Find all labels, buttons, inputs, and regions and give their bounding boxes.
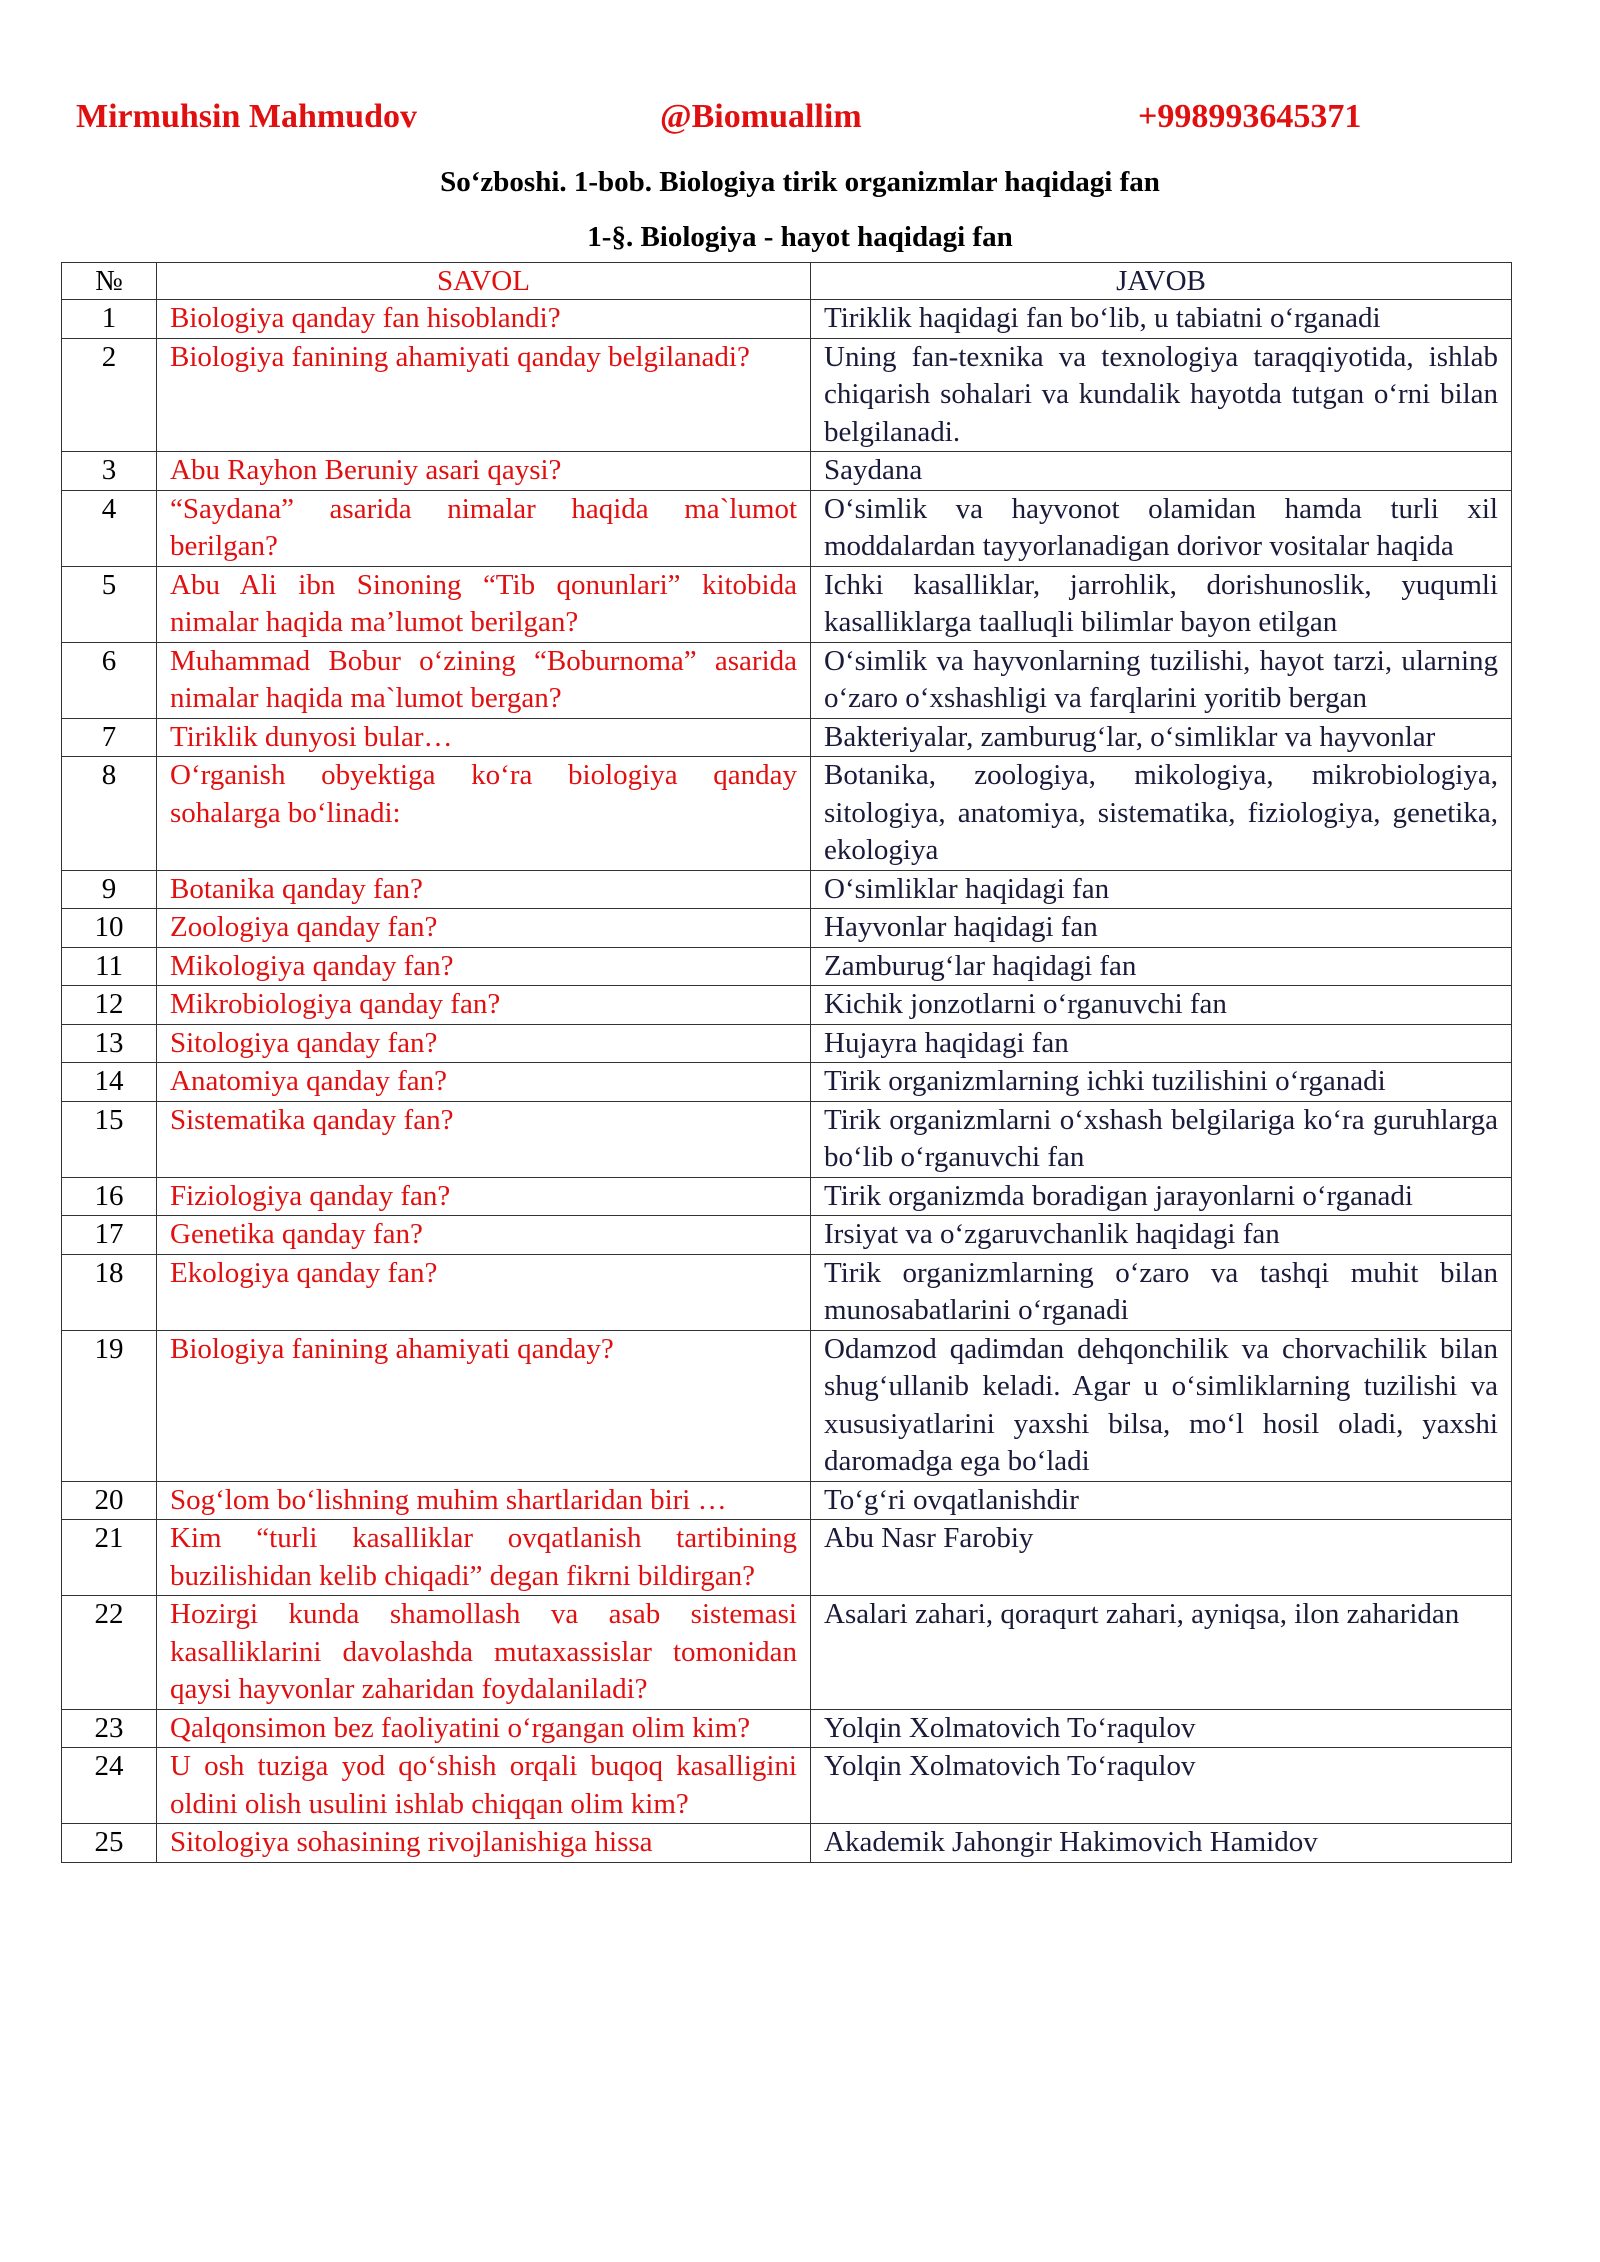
question-cell: Fiziologiya qanday fan? — [157, 1177, 811, 1216]
answer-cell: Hujayra haqidagi fan — [811, 1024, 1512, 1063]
table-row — [62, 1824, 1512, 1863]
answer-cell: Botanika, zoologiya, mikologiya, mikrobiologiya, sitologiya, anatomiya, sistematika, fiziologiya, genetika, ekologiya — [811, 757, 1512, 871]
answer-cell: To‘g‘ri ovqatlanishdir — [811, 1481, 1512, 1520]
table-row — [62, 300, 1512, 339]
table-row — [62, 1520, 1512, 1596]
row-number: 20 — [62, 1481, 157, 1520]
row-number: 13 — [62, 1024, 157, 1063]
question-cell: Botanika qanday fan? — [157, 870, 811, 909]
row-number: 21 — [62, 1520, 157, 1596]
table-row — [62, 1709, 1512, 1748]
row-number: 15 — [62, 1101, 157, 1177]
row-number: 10 — [62, 909, 157, 948]
question-column-header: SAVOL — [157, 263, 811, 300]
answer-cell: Tirik organizmlarning o‘zaro va tashqi muhit bilan munosabatlarini o‘rganadi — [811, 1254, 1512, 1330]
row-number: 16 — [62, 1177, 157, 1216]
answer-cell: Zamburug‘lar haqidagi fan — [811, 947, 1512, 986]
answer-cell: Saydana — [811, 452, 1512, 491]
row-number: 18 — [62, 1254, 157, 1330]
row-number: 7 — [62, 718, 157, 757]
answer-cell: Yolqin Xolmatovich To‘raqulov — [811, 1709, 1512, 1748]
section-title: 1-§. Biologiya - hayot haqidagi fan — [587, 221, 1013, 253]
author-handle: @Biomuallim — [660, 98, 862, 135]
answer-cell: Hayvonlar haqidagi fan — [811, 909, 1512, 948]
answer-cell: Tirik organizmlarning ichki tuzilishini o‘rganadi — [811, 1063, 1512, 1102]
answer-cell: Akademik Jahongir Hakimovich Hamidov — [811, 1824, 1512, 1863]
row-number: 3 — [62, 452, 157, 491]
question-cell: Zoologiya qanday fan? — [157, 909, 811, 948]
row-number: 6 — [62, 642, 157, 718]
row-number: 14 — [62, 1063, 157, 1102]
row-number: 25 — [62, 1824, 157, 1863]
question-cell: Sog‘lom bo‘lishning muhim shartlaridan biri … — [157, 1481, 811, 1520]
question-cell: Muhammad Bobur o‘zining “Boburnoma” asarida nimalar haqida ma`lumot bergan? — [157, 642, 811, 718]
answer-cell: Tirik organizmlarni o‘xshash belgilariga ko‘ra guruhlarga bo‘lib o‘rganuvchi fan — [811, 1101, 1512, 1177]
question-cell: Tiriklik dunyosi bular… — [157, 718, 811, 757]
table-row — [62, 490, 1512, 566]
table-row — [62, 909, 1512, 948]
answer-cell: O‘simliklar haqidagi fan — [811, 870, 1512, 909]
answer-cell: Irsiyat va o‘zgaruvchanlik haqidagi fan — [811, 1216, 1512, 1255]
answer-cell: Uning fan-texnika va texnologiya taraqqiyotida, ishlab chiqarish sohalari va kundalik hayotda tutgan o‘rni bilan belgilanadi. — [811, 338, 1512, 452]
question-cell: Sitologiya sohasining rivojlanishiga hissa — [157, 1824, 811, 1863]
row-number: 9 — [62, 870, 157, 909]
author-phone: +998993645371 — [1138, 98, 1362, 135]
table-row — [62, 1024, 1512, 1063]
answer-cell: Tirik organizmda boradigan jarayonlarni o‘rganadi — [811, 1177, 1512, 1216]
table-row — [62, 1330, 1512, 1481]
answer-cell: Yolqin Xolmatovich To‘raqulov — [811, 1748, 1512, 1824]
table-row — [62, 452, 1512, 491]
chapter-title: So‘zboshi. 1-bob. Biologiya tirik organizmlar haqidagi fan — [440, 166, 1160, 198]
question-cell: Sitologiya qanday fan? — [157, 1024, 811, 1063]
table-row — [62, 1254, 1512, 1330]
answer-cell: Odamzod qadimdan dehqonchilik va chorvachilik bilan shug‘ullanib keladi. Agar u o‘simliklarning tuzilishi va xususiyatlarini yaxshi bilsa, mo‘l hosil oladi, yaxshi daromadga ega bo‘ladi — [811, 1330, 1512, 1481]
table-row — [62, 947, 1512, 986]
answer-cell: Ichki kasalliklar, jarrohlik, dorishunoslik, yuqumli kasalliklarga taalluqli bilimlar bayon etilgan — [811, 566, 1512, 642]
table-row — [62, 1748, 1512, 1824]
author-name: Mirmuhsin Mahmudov — [76, 98, 417, 135]
answer-cell: Tiriklik haqidagi fan bo‘lib, u tabiatni o‘rganadi — [811, 300, 1512, 339]
question-cell: Hozirgi kunda shamollash va asab sistemasi kasalliklarini davolashda mutaxassislar tomonidan qaysi hayvonlar zaharidan foydalaniladi? — [157, 1596, 811, 1710]
row-number: 23 — [62, 1709, 157, 1748]
table-row — [62, 1101, 1512, 1177]
table-row — [62, 1177, 1512, 1216]
question-cell: Sistematika qanday fan? — [157, 1101, 811, 1177]
row-number: 17 — [62, 1216, 157, 1255]
answer-column-header: JAVOB — [811, 263, 1512, 300]
table-row — [62, 986, 1512, 1025]
table-row — [62, 338, 1512, 452]
answer-cell: O‘simlik va hayvonot olamidan hamda turli xil moddalardan tayyorlanadigan dorivor vositalar haqida — [811, 490, 1512, 566]
row-number: 4 — [62, 490, 157, 566]
table-row — [62, 870, 1512, 909]
question-cell: Abu Ali ibn Sinoning “Tib qonunlari” kitobida nimalar haqida ma’lumot berilgan? — [157, 566, 811, 642]
qa-table — [61, 262, 1512, 1863]
answer-cell: Bakteriyalar, zamburug‘lar, o‘simliklar va hayvonlar — [811, 718, 1512, 757]
question-cell: U osh tuziga yod qo‘shish orqali buqoq kasalligini oldini olish usulini ishlab chiqqan olim kim? — [157, 1748, 811, 1824]
question-cell: Abu Rayhon Beruniy asari qaysi? — [157, 452, 811, 491]
question-cell: O‘rganish obyektiga ko‘ra biologiya qanday sohalarga bo‘linadi: — [157, 757, 811, 871]
question-cell: “Saydana” asarida nimalar haqida ma`lumot berilgan? — [157, 490, 811, 566]
row-number: 12 — [62, 986, 157, 1025]
table-header-row — [62, 263, 1512, 300]
row-number: 2 — [62, 338, 157, 452]
row-number: 1 — [62, 300, 157, 339]
question-cell: Anatomiya qanday fan? — [157, 1063, 811, 1102]
answer-cell: O‘simlik va hayvonlarning tuzilishi, hayot tarzi, ularning o‘zaro o‘xshashligi va farqlarini yoritib bergan — [811, 642, 1512, 718]
row-number: 24 — [62, 1748, 157, 1824]
row-number: 22 — [62, 1596, 157, 1710]
row-number: 19 — [62, 1330, 157, 1481]
table-row — [62, 1596, 1512, 1710]
question-cell: Mikrobiologiya qanday fan? — [157, 986, 811, 1025]
question-cell: Qalqonsimon bez faoliyatini o‘rgangan olim kim? — [157, 1709, 811, 1748]
table-row — [62, 1481, 1512, 1520]
question-cell: Biologiya fanining ahamiyati qanday belgilanadi? — [157, 338, 811, 452]
table-row — [62, 1216, 1512, 1255]
question-cell: Kim “turli kasalliklar ovqatlanish tartibining buzilishidan kelib chiqadi” degan fikrni bildirgan? — [157, 1520, 811, 1596]
table-row — [62, 1063, 1512, 1102]
row-number: 5 — [62, 566, 157, 642]
table-row — [62, 718, 1512, 757]
question-cell: Biologiya qanday fan hisoblandi? — [157, 300, 811, 339]
row-number: 8 — [62, 757, 157, 871]
number-column-header: № — [62, 263, 157, 300]
table-body — [62, 300, 1512, 1863]
question-cell: Biologiya fanining ahamiyati qanday? — [157, 1330, 811, 1481]
table-row — [62, 642, 1512, 718]
question-cell: Genetika qanday fan? — [157, 1216, 811, 1255]
answer-cell: Abu Nasr Farobiy — [811, 1520, 1512, 1596]
row-number: 11 — [62, 947, 157, 986]
question-cell: Ekologiya qanday fan? — [157, 1254, 811, 1330]
answer-cell: Kichik jonzotlarni o‘rganuvchi fan — [811, 986, 1512, 1025]
answer-cell: Asalari zahari, qoraqurt zahari, ayniqsa, ilon zaharidan — [811, 1596, 1512, 1710]
table-row — [62, 566, 1512, 642]
page-header — [0, 98, 1600, 142]
question-cell: Mikologiya qanday fan? — [157, 947, 811, 986]
table-row — [62, 757, 1512, 871]
